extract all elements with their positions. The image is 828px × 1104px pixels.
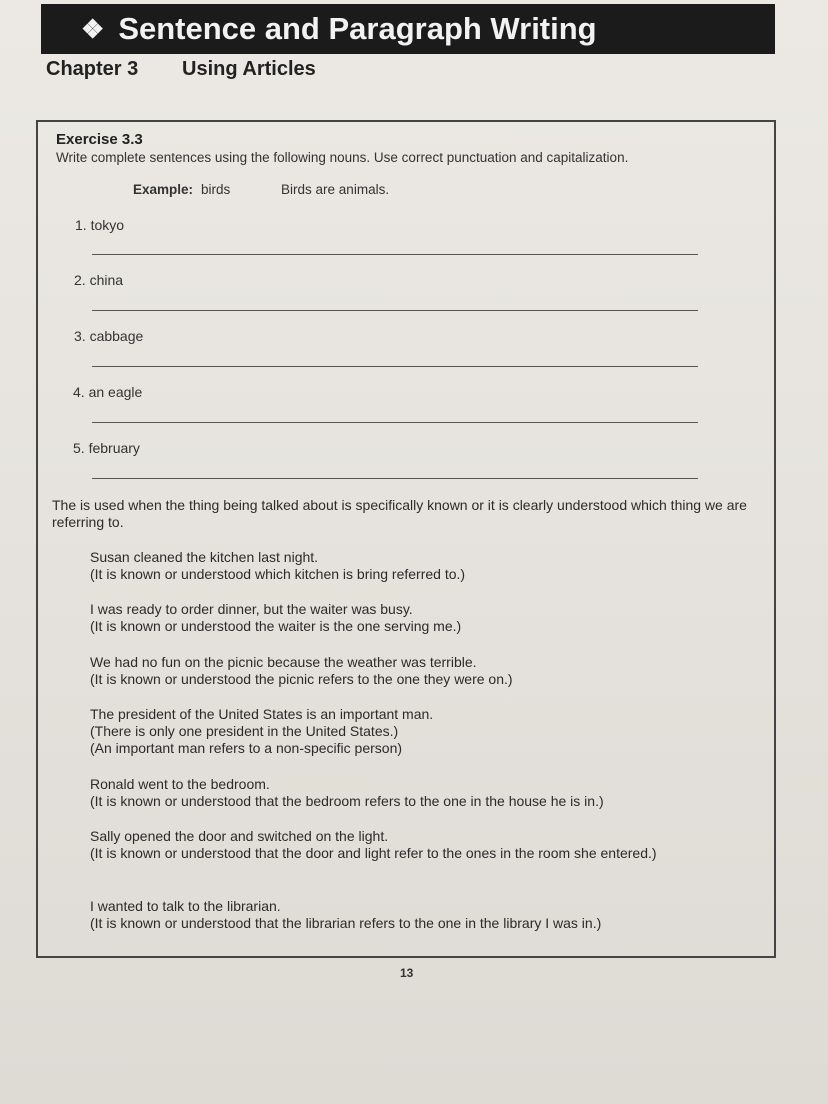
example-word: birds — [201, 182, 231, 197]
answer-line[interactable] — [92, 310, 698, 311]
chapter-title: Using Articles — [182, 58, 316, 80]
example-block — [90, 776, 750, 810]
answer-line[interactable] — [92, 422, 698, 423]
chapter-number: Chapter 3 — [46, 58, 139, 80]
exercise-item: 2. china — [74, 272, 124, 288]
example-answer: Birds are animals. — [281, 182, 390, 197]
example-note: (It is known or understood that the librarian refers to the one in the library I was in.) — [90, 915, 602, 931]
example-sentence: We had no fun on the picnic because the weather was terrible. — [90, 654, 477, 670]
example-note: (It is known or understood the waiter is the one serving me.) — [90, 618, 462, 634]
example-block — [90, 898, 750, 932]
example-note: (It is known or understood the picnic refers to the one they were on.) — [90, 671, 513, 687]
header-banner — [41, 4, 775, 54]
exercise-instructions: Write complete sentences using the following nouns. Use correct punctuation and capitalization. — [56, 150, 629, 165]
example-sentence: The president of the United States is an important man. — [90, 706, 434, 722]
example-sentence: I was ready to order dinner, but the waiter was busy. — [90, 601, 413, 617]
four-diamond-icon: ❖ — [81, 13, 105, 44]
example-block — [90, 601, 750, 635]
example-sentence: Susan cleaned the kitchen last night. — [90, 549, 319, 565]
chapter-heading — [46, 58, 316, 81]
page-number: 13 — [400, 966, 414, 980]
example-note: (An important man refers to a non-specific person) — [90, 740, 403, 756]
answer-line[interactable] — [92, 254, 698, 255]
example-row — [133, 182, 389, 197]
example-note: (There is only one president in the United States.) — [90, 723, 399, 739]
example-note: (It is known or understood which kitchen is bring referred to.) — [90, 566, 466, 582]
example-sentence: Sally opened the door and switched on the light. — [90, 828, 389, 844]
example-sentence: I wanted to talk to the librarian. — [90, 898, 281, 914]
exercise-item: 4. an eagle — [73, 384, 143, 400]
example-label: Example: — [133, 182, 194, 197]
example-block — [90, 706, 750, 757]
exercise-title: Exercise 3.3 — [56, 131, 143, 148]
answer-line[interactable] — [92, 478, 698, 479]
exercise-item: 3. cabbage — [74, 328, 144, 344]
example-note: (It is known or understood that the bedroom refers to the one in the house he is in.) — [90, 793, 604, 809]
example-note: (It is known or understood that the door and light refer to the ones in the room she entered.) — [90, 845, 657, 861]
exercise-item: 1. tokyo — [75, 217, 125, 233]
example-sentence: Ronald went to the bedroom. — [90, 776, 270, 792]
page-title: Sentence and Paragraph Writing — [118, 11, 597, 46]
example-block — [90, 549, 750, 583]
answer-line[interactable] — [92, 366, 698, 367]
exercise-item: 5. february — [73, 440, 140, 456]
example-block — [90, 654, 750, 688]
example-block — [90, 828, 690, 862]
explanation-paragraph: The is used when the thing being talked about is specifically known or it is clearly understood which thing we are referring to. — [52, 497, 747, 530]
